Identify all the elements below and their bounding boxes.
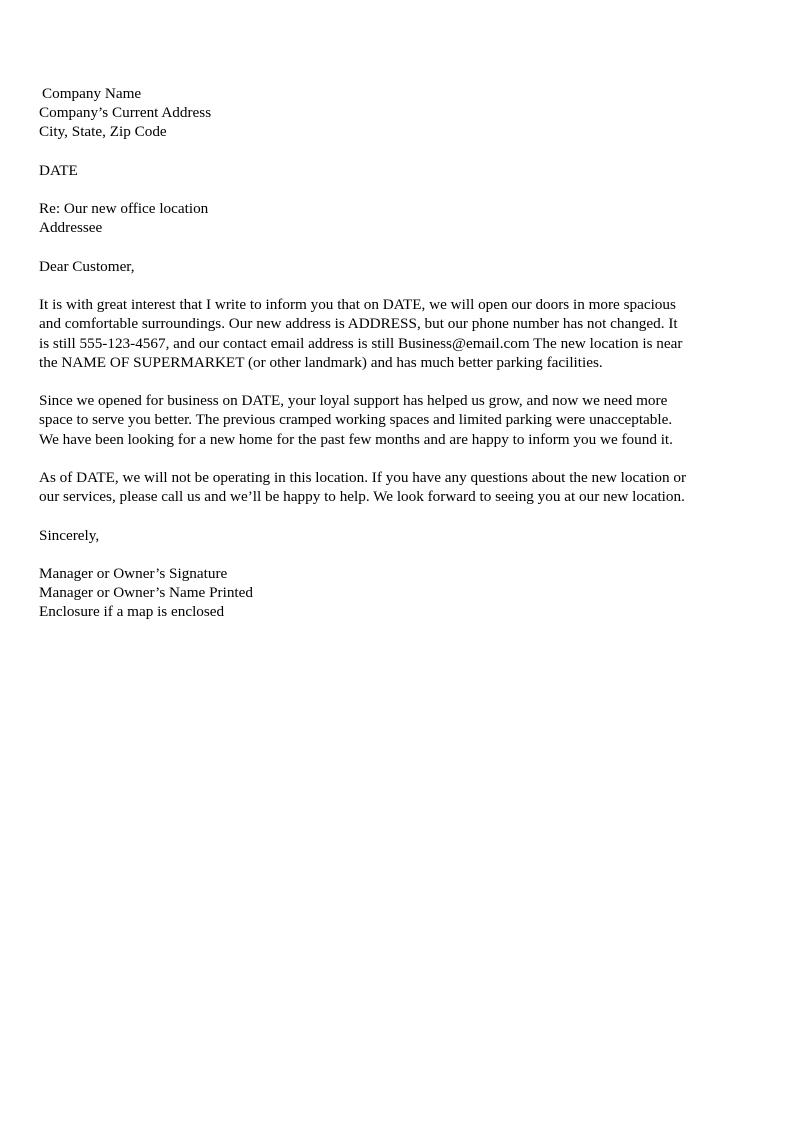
paragraph-line: It is with great interest that I write to inform you that on DATE, we will open our doors in more spacious	[39, 296, 676, 314]
spacer	[39, 180, 754, 199]
reference-line: Re: Our new office location	[39, 200, 209, 218]
spacer	[39, 372, 754, 391]
letter-body	[39, 84, 754, 622]
sender-company-name: Company Name	[42, 85, 142, 102]
paragraph-2	[39, 391, 754, 449]
spacer	[39, 238, 754, 257]
signature-block	[39, 564, 754, 622]
sender-city-state-zip: City, State, Zip Code	[39, 123, 167, 141]
addressee-line: Addressee	[39, 219, 103, 237]
paragraph-line: and comfortable surroundings. Our new address is ADDRESS, but our phone number has not changed. It	[39, 315, 678, 333]
sender-block	[39, 84, 754, 142]
spacer	[39, 276, 754, 295]
spacer	[39, 506, 754, 525]
letter-date: DATE	[39, 161, 78, 179]
spacer	[39, 449, 754, 468]
paragraph-line: We have been looking for a new home for the past few months and are happy to inform you we found it.	[39, 430, 673, 448]
paragraph-1	[39, 295, 754, 372]
paragraph-3	[39, 468, 754, 506]
paragraph-line: is still 555-123-4567, and our contact email address is still Business@email.com The new location is near	[39, 334, 683, 352]
name-printed-line: Manager or Owner’s Name Printed	[39, 584, 253, 602]
paragraph-line: Since we opened for business on DATE, your loyal support has helped us grow, and now we need more	[39, 392, 668, 410]
paragraph-line: the NAME OF SUPERMARKET (or other landmark) and has much better parking facilities.	[39, 353, 603, 371]
signature-line: Manager or Owner’s Signature	[39, 564, 228, 582]
enclosure-line: Enclosure if a map is enclosed	[39, 603, 225, 621]
spacer	[39, 142, 754, 161]
paragraph-line: As of DATE, we will not be operating in this location. If you have any questions about the new location or	[39, 468, 687, 486]
spacer	[39, 545, 754, 564]
salutation: Dear Customer,	[39, 257, 135, 275]
sender-address: Company’s Current Address	[39, 104, 212, 122]
paragraph-line: space to serve you better. The previous cramped working spaces and limited parking were unacceptable.	[39, 411, 673, 429]
reference-block	[39, 199, 754, 237]
closing: Sincerely,	[39, 526, 100, 544]
paragraph-line: our services, please call us and we’ll be happy to help. We look forward to seeing you at our new location.	[39, 488, 685, 506]
